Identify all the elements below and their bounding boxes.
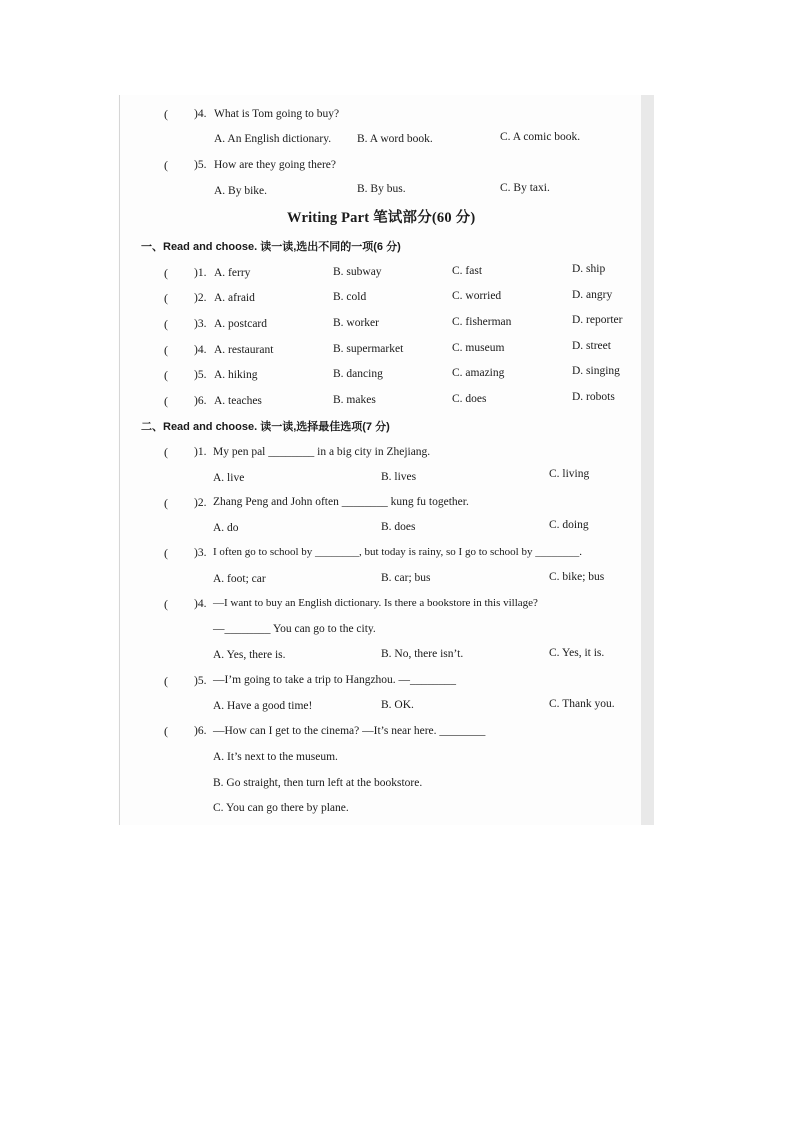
question-number: )3. <box>194 547 207 559</box>
option-c: C. fisherman <box>452 316 512 328</box>
question-number: )5. <box>194 369 207 381</box>
page-edge-right <box>641 95 654 825</box>
answer-paren: ( <box>164 597 168 611</box>
answer-paren: ( <box>164 546 168 560</box>
question-number: )5. <box>194 159 207 171</box>
answer-paren: ( <box>164 291 168 305</box>
option-a: A. ferry <box>214 267 251 279</box>
option-b: B. No, there isn’t. <box>381 648 464 660</box>
question-text: Zhang Peng and John often ________ kung fu together. <box>213 496 469 508</box>
answer-paren: ( <box>164 445 168 459</box>
question-number: )6. <box>194 395 207 407</box>
option-c: C. museum <box>452 342 505 354</box>
answer-paren: ( <box>164 674 168 688</box>
answer-paren: ( <box>164 107 168 121</box>
option-a: A. Yes, there is. <box>213 649 286 661</box>
option-a: A. do <box>213 522 239 534</box>
answer-paren: ( <box>164 266 168 280</box>
answer-paren: ( <box>164 724 168 738</box>
option-a: A. postcard <box>214 318 268 330</box>
question-text-line2: —________ You can go to the city. <box>213 623 376 635</box>
question-number: )4. <box>194 598 207 610</box>
answer-paren: ( <box>164 158 168 172</box>
option-c: C. Yes, it is. <box>549 647 605 659</box>
option-a: A. teaches <box>214 395 262 407</box>
question-text: My pen pal ________ in a big city in Zhejiang. <box>213 446 431 458</box>
option-b: B. does <box>381 521 416 533</box>
question-number: )6. <box>194 725 207 737</box>
option-c: C. does <box>452 393 487 405</box>
option-a: A. Have a good time! <box>213 700 313 712</box>
option-a: A. hiking <box>214 369 258 381</box>
option-b: B. OK. <box>381 699 414 711</box>
option-b: B. cold <box>333 291 367 303</box>
question-number: )1. <box>194 446 207 458</box>
option-a: A. live <box>213 472 245 484</box>
option-d: D. ship <box>572 263 606 275</box>
option-b: B. dancing <box>333 368 383 380</box>
option-b: B. worker <box>333 317 379 329</box>
option-c: C. amazing <box>452 367 505 379</box>
option-c: C. living <box>549 468 590 480</box>
option-b: B. makes <box>333 394 376 406</box>
question-text: —I’m going to take a trip to Hangzhou. —________ <box>213 674 457 686</box>
answer-paren: ( <box>164 343 168 357</box>
question-text: How are they going there? <box>214 159 336 171</box>
question-number: )1. <box>194 267 207 279</box>
option-a: A. An English dictionary. <box>214 133 332 145</box>
option-b: B. subway <box>333 266 382 278</box>
option-b: B. By bus. <box>357 183 406 195</box>
section2-title: 二、Read and choose. 读一读,选择最佳选项(7 分) <box>141 421 390 433</box>
question-text: I often go to school by ________, but today is rainy, so I go to school by ________. <box>213 546 582 558</box>
question-number: )3. <box>194 318 207 330</box>
answer-paren: ( <box>164 368 168 382</box>
option-c: C. By taxi. <box>500 182 550 194</box>
question-number: )5. <box>194 675 207 687</box>
option-c: C. Thank you. <box>549 698 615 710</box>
option-a: A. afraid <box>214 292 255 304</box>
scanned-page <box>118 95 654 825</box>
page-edge-left <box>119 95 120 825</box>
answer-paren: ( <box>164 394 168 408</box>
writing-part-heading: Writing Part 笔试部分(60 分) <box>287 210 476 226</box>
option-d: D. reporter <box>572 314 623 326</box>
question-text: —How can I get to the cinema? —It’s near here. ________ <box>213 725 486 737</box>
option-c: C. bike; bus <box>549 571 605 583</box>
question-number: )2. <box>194 497 207 509</box>
option-a: A. foot; car <box>213 573 266 585</box>
option-d: D. street <box>572 340 611 352</box>
question-number: )2. <box>194 292 207 304</box>
option-d: D. singing <box>572 365 620 377</box>
option-b: B. Go straight, then turn left at the bookstore. <box>213 777 423 789</box>
question-text: —I want to buy an English dictionary. Is there a bookstore in this village? <box>213 597 538 609</box>
option-d: D. robots <box>572 391 615 403</box>
option-b: B. lives <box>381 471 417 483</box>
question-text: What is Tom going to buy? <box>214 108 340 120</box>
section1-title: 一、Read and choose. 读一读,选出不同的一项(6 分) <box>141 241 401 253</box>
question-number: )4. <box>194 344 207 356</box>
option-d: D. angry <box>572 289 613 301</box>
option-b: B. car; bus <box>381 572 431 584</box>
option-c: C. fast <box>452 265 483 277</box>
answer-paren: ( <box>164 496 168 510</box>
option-b: B. supermarket <box>333 343 404 355</box>
option-c: C. worried <box>452 290 502 302</box>
option-c: C. doing <box>549 519 589 531</box>
option-c: C. A comic book. <box>500 131 581 143</box>
question-number: )4. <box>194 108 207 120</box>
option-b: B. A word book. <box>357 133 433 145</box>
option-a: A. By bike. <box>214 185 268 197</box>
option-a: A. It’s next to the museum. <box>213 751 338 763</box>
answer-paren: ( <box>164 317 168 331</box>
option-a: A. restaurant <box>214 344 274 356</box>
option-c: C. You can go there by plane. <box>213 802 349 814</box>
